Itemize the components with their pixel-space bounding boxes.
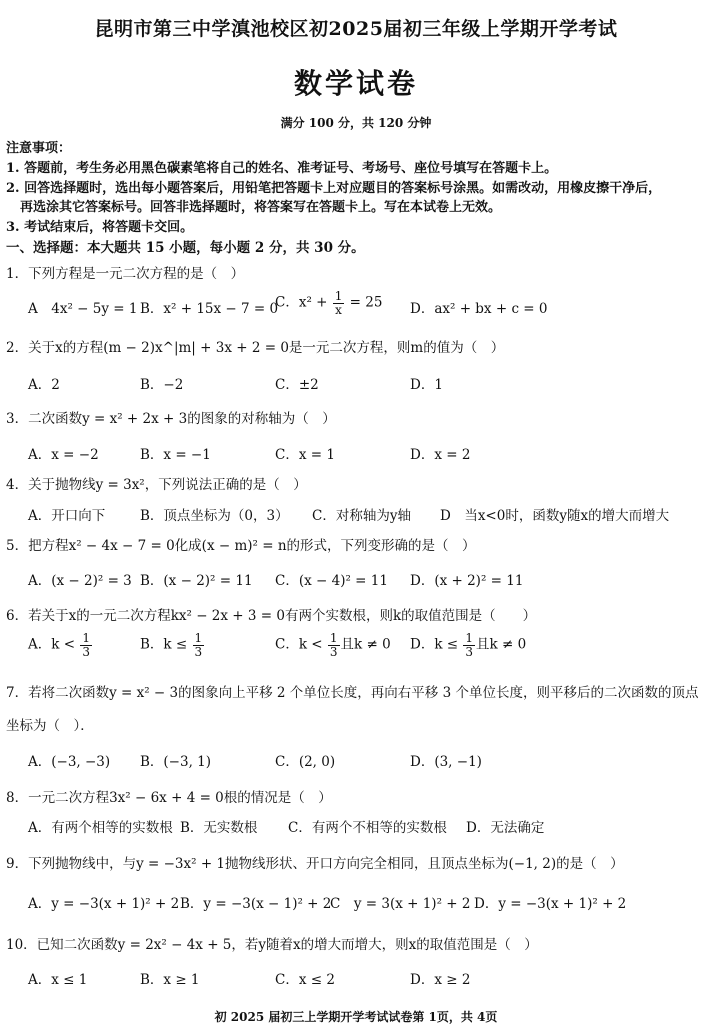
question-3-option-b: B．x = −1: [140, 447, 211, 463]
question-5-option-d: D．(x + 2)² = 11: [410, 573, 524, 589]
question-2-stem: 2．关于x的方程(m − 2)x^|m| + 3x + 2 = 0是一元二次方程，则m的值为（ ）: [6, 340, 505, 356]
question-4-option-c: C．对称轴为y轴: [312, 508, 411, 524]
fraction: $\frac{1}{x}$: [334, 289, 343, 317]
notice-heading: 注意事项：: [6, 141, 72, 156]
notice-item-1: 1. 答题前，考生务必用黑色碳素笔将自己的姓名、准考证号、考场号、座位号填写在答题卡上。: [6, 161, 558, 176]
question-10-option-a: A．x ≤ 1: [28, 972, 88, 988]
question-7-option-c: C．(2, 0): [275, 754, 336, 770]
subject-title: 数学试卷: [293, 67, 418, 100]
question-1-option-c: C．x² + $\frac{1}{x}$ = 25: [275, 289, 383, 317]
question-9-option-b: B．y = −3(x − 1)² + 2: [180, 896, 332, 912]
question-7-stem: 7．若将二次函数y = x² − 3的图象向上平移 2 个单位长度，再向右平移 3 个单位长度，则平移后的二次函数的顶点: [6, 685, 699, 701]
question-7-option-a: A．(−3, −3): [28, 754, 111, 770]
notice-item-2-cont: 再选涂其它答案标号。回答非选择题时，将答案写在答题卡上。写在本试卷上无效。: [20, 200, 502, 215]
question-6-option-a: A．k < $\frac{1}{3}$: [28, 631, 90, 659]
question-10-option-d: D．x ≥ 2: [410, 972, 471, 988]
question-5-option-b: B．(x − 2)² = 11: [140, 573, 253, 589]
question-8-option-d: D．无法确定: [466, 820, 545, 836]
section-heading: 一、选择题：本大题共 15 小题，每小题 2 分，共 30 分。: [6, 240, 365, 256]
question-6-option-d: D．k ≤ $\frac{1}{3}$ 且k ≠ 0: [410, 631, 527, 659]
question-3-stem: 3．二次函数y = x² + 2x + 3的图象的对称轴为（ ）: [6, 411, 336, 427]
question-7-option-b: B．(−3, 1): [140, 754, 212, 770]
question-10-stem: 10．已知二次函数y = 2x² − 4x + 5，若y随着x的增大而增大，则x的取值范围是（ ）: [6, 937, 538, 953]
fraction: $\frac{1}{3}$: [82, 631, 90, 659]
question-2-option-b: B．−2: [140, 377, 184, 393]
question-5-option-a: A．(x − 2)² = 3: [28, 573, 132, 589]
question-3-option-c: C．x = 1: [275, 447, 335, 463]
question-1-option-a: A 4x² − 5y = 1: [28, 301, 138, 317]
question-8-option-c: C．有两个不相等的实数根: [288, 820, 447, 836]
question-1-stem: 1．下列方程是一元二次方程的是（ ）: [6, 266, 245, 282]
question-9-option-a: A．y = −3(x + 1)² + 2: [28, 896, 180, 912]
page-footer: 初 2025 届初三上学期开学考试试卷第 1页，共 4页: [214, 1010, 498, 1024]
question-3-option-d: D．x = 2: [410, 447, 471, 463]
question-1-option-d: D．ax² + bx + c = 0: [410, 301, 548, 317]
question-7-option-d: D．(3, −1): [410, 754, 482, 770]
question-2-option-c: C．±2: [275, 377, 319, 393]
question-9-option-d: D．y = −3(x + 1)² + 2: [474, 896, 627, 912]
fraction: $\frac{1}{3}$: [465, 631, 474, 659]
question-4-option-a: A．开口向下: [28, 508, 106, 524]
question-2-option-a: A．2: [28, 377, 60, 393]
question-8-option-b: B．无实数根: [180, 820, 258, 836]
question-9-option-c: C y = 3(x + 1)² + 2: [330, 896, 471, 912]
question-3-option-a: A．x = −2: [28, 447, 99, 463]
question-5-stem: 5．把方程x² − 4x − 7 = 0化成(x − m)² = n的形式，下列变形确的是（ ）: [6, 538, 476, 554]
question-8-option-a: A．有两个相等的实数根: [28, 820, 173, 836]
question-4-option-d: D 当x<0时，函数y随x的增大而增大: [440, 508, 670, 524]
question-2-option-d: D．1: [410, 377, 443, 393]
exam-title: 昆明市第三中学滇池校区初2025届初三年级上学期开学考试: [94, 18, 618, 40]
question-10-option-b: B．x ≥ 1: [140, 972, 200, 988]
question-10-option-c: C．x ≤ 2: [275, 972, 335, 988]
question-4-stem: 4．关于抛物线y = 3x²，下列说法正确的是（ ）: [6, 477, 307, 493]
fraction: $\frac{1}{3}$: [329, 631, 338, 659]
question-9-stem: 9．下列抛物线中，与y = −3x² + 1抛物线形状、开口方向完全相同，且顶点坐标为(−1, 2)的是（ ）: [6, 856, 624, 872]
notice-item-2: 2. 回答选择题时，选出每小题答案后，用铅笔把答题卡上对应题目的答案标号涂黑。如需改动，用橡皮擦干净后，: [6, 181, 662, 196]
question-1-option-b: B．x² + 15x − 7 = 0: [140, 301, 279, 317]
question-7-stem-cont: 坐标为（ ）．: [6, 718, 94, 734]
question-6-option-c: C．k < $\frac{1}{3}$ 且k ≠ 0: [275, 631, 391, 659]
question-8-stem: 8．一元二次方程3x² − 6x + 4 = 0根的情况是（ ）: [6, 790, 332, 806]
question-6-stem: 6．若关于x的一元二次方程kx² − 2x + 3 = 0有两个实数根，则k的取值范围是（ ）: [6, 608, 537, 624]
fraction: $\frac{1}{3}$: [194, 631, 203, 659]
question-5-option-c: C．(x − 4)² = 11: [275, 573, 388, 589]
question-6-option-b: B．k ≤ $\frac{1}{3}$: [140, 631, 203, 659]
question-4-option-b: B．顶点坐标为（0，3）: [140, 508, 289, 524]
exam-meta: 满分 100 分，共 120 分钟: [280, 116, 432, 130]
notice-item-3: 3. 考试结束后，将答题卡交回。: [6, 220, 194, 235]
